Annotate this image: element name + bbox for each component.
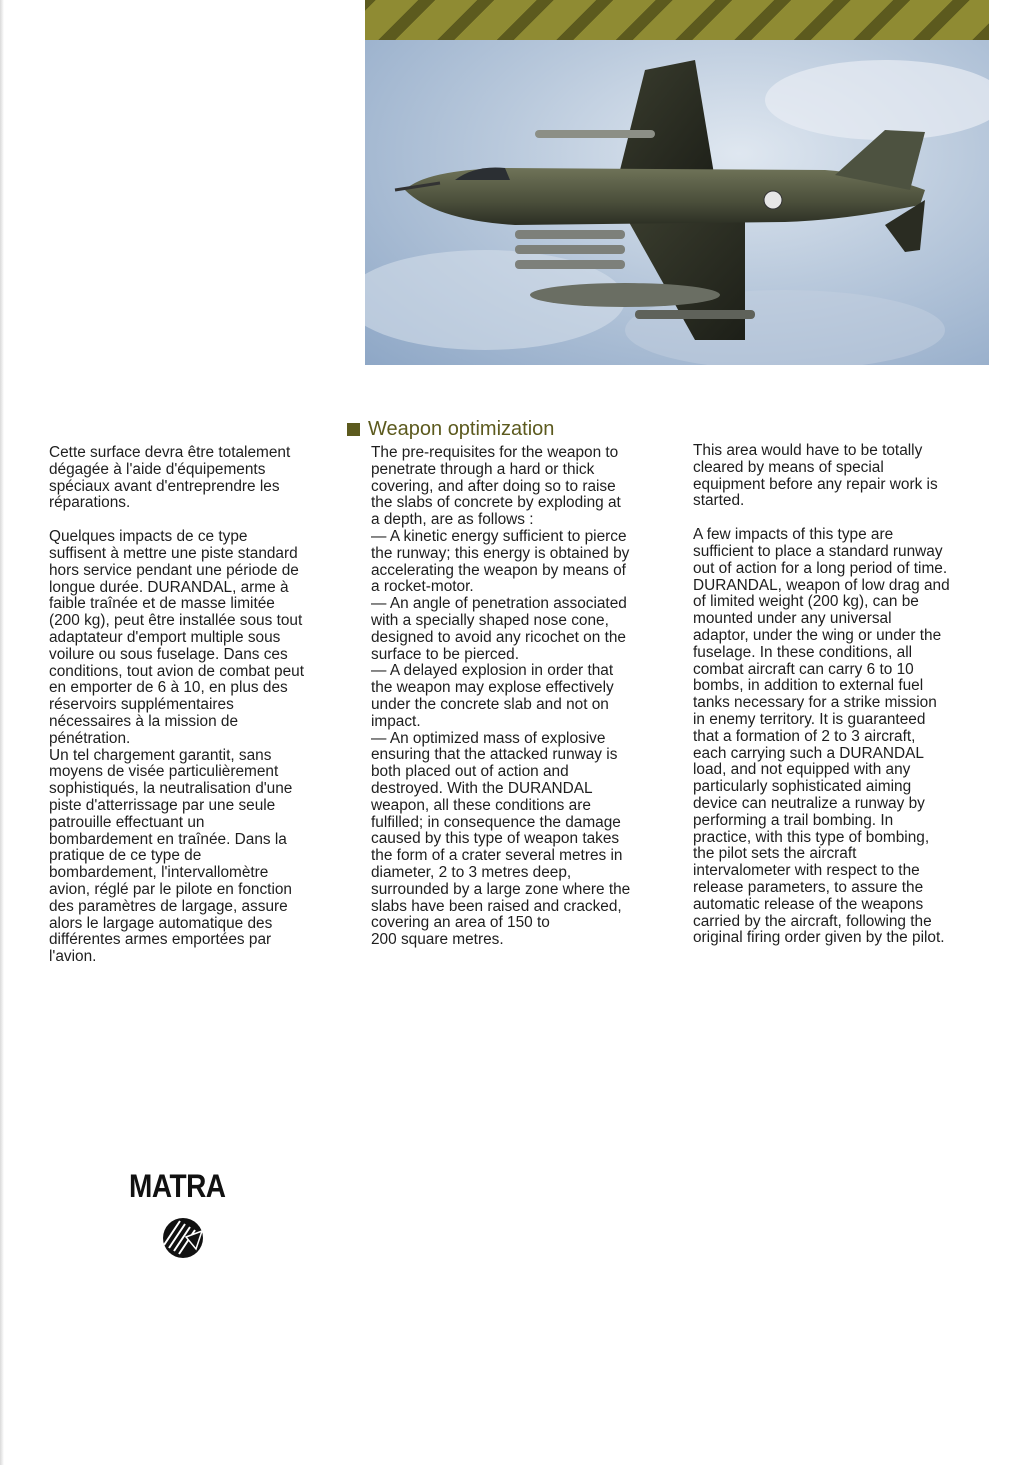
english-column xyxy=(693,443,983,947)
english-paragraph-2: A few impacts of this type are sufficient to place a standard runway out of action for a long period of time. DURANDAL, weapon of low drag and of limited weight (200 kg), can be mounted under any universal adaptor, under the wing or under the fuselage. In these conditions, all combat aircraft can carry 6 to 10 bombs, in addition to external fuel tanks necessary for a strike mission in enemy territory. It is guaranteed that a formation of 2 to 3 aircraft, each carrying such a DURANDAL load, and not equipped with any particularly sophisticated aiming device can neutralize a runway by performing a trail bombing. In practice, with this type of bombing, the pilot sets the aircraft intervalometer with respect to the release parameters, to assure the automatic release of the weapons carried by the aircraft, following the original firing order given by the pilot. xyxy=(693,526,950,947)
french-paragraph-1: Cette surface devra être totalement dégagée à l'aide d'équipements spéciaux avant d'entreprendre les réparations. xyxy=(49,444,291,512)
matra-wordmark: MATRA xyxy=(129,1168,226,1204)
section-title: Weapon optimization xyxy=(368,418,555,440)
hazard-stripe-banner xyxy=(365,0,989,40)
english-paragraph-1: This area would have to be totally cleared by means of special equipment before any repair work is started. xyxy=(693,442,938,510)
page-edge xyxy=(0,0,4,1465)
middle-column xyxy=(371,445,663,949)
french-column xyxy=(49,445,341,966)
aircraft-photo xyxy=(365,40,989,365)
middle-body-text: The pre-requisites for the weapon to penetrate through a hard or thick covering, and after doing so to raise the slabs of concrete by exploding at a depth, are as follows : — A kinetic energy sufficient to pierce the runway; this energy is obtained by accelerating the weapon by means of a rocket-motor. — An angle of penetration associated with a specially shaped nose cone, designed to avoid any ricochet on the surface to be pierced. — A delayed explosion in order that the weapon may explose effectively under the concrete slab and not on impact. — An optimized mass of explosive ensuring that the attacked runway is both placed out of action and destroyed. With the DURANDAL weapon, all these conditions are fulfilled; in consequence the damage caused by this type of weapon takes the form of a crater several metres in diameter, 2 to 3 metres deep, surrounded by a large zone where the slabs have been raised and cracked, covering an area of 150 to 200 square metres. xyxy=(371,444,631,949)
aircraft-illustration xyxy=(365,40,989,365)
bullet-square-icon xyxy=(347,423,360,436)
section-heading xyxy=(347,418,554,440)
matra-logo-icon xyxy=(160,1215,206,1261)
french-paragraph-2: Quelques impacts de ce type suffisent à mettre une piste standard hors service pendant une période de longue durée. DURANDAL, arme à faible traînée et de masse limitée (200 kg), peut être installée sous tout adaptateur d'emport multiple sous voilure ou sous fuselage. Dans ces conditions, tout avion de combat peut en emporter de 6 à 10, en plus des réservoirs supplémentaires nécessaires à la mission de pénétration. Un tel chargement garantit, sans moyens de visée particulièrement sophistiqués, la neutralisation d'une piste d'atterrissage par une seule patrouille effectuant un bombardement en traînée. Dans la pratique de ce type de bombardement, l'intervallomètre avion, réglé par le pilote en fonction des paramètres de largage, assure alors le largage automatique des différentes armes emportées par l'avion. xyxy=(49,528,304,966)
